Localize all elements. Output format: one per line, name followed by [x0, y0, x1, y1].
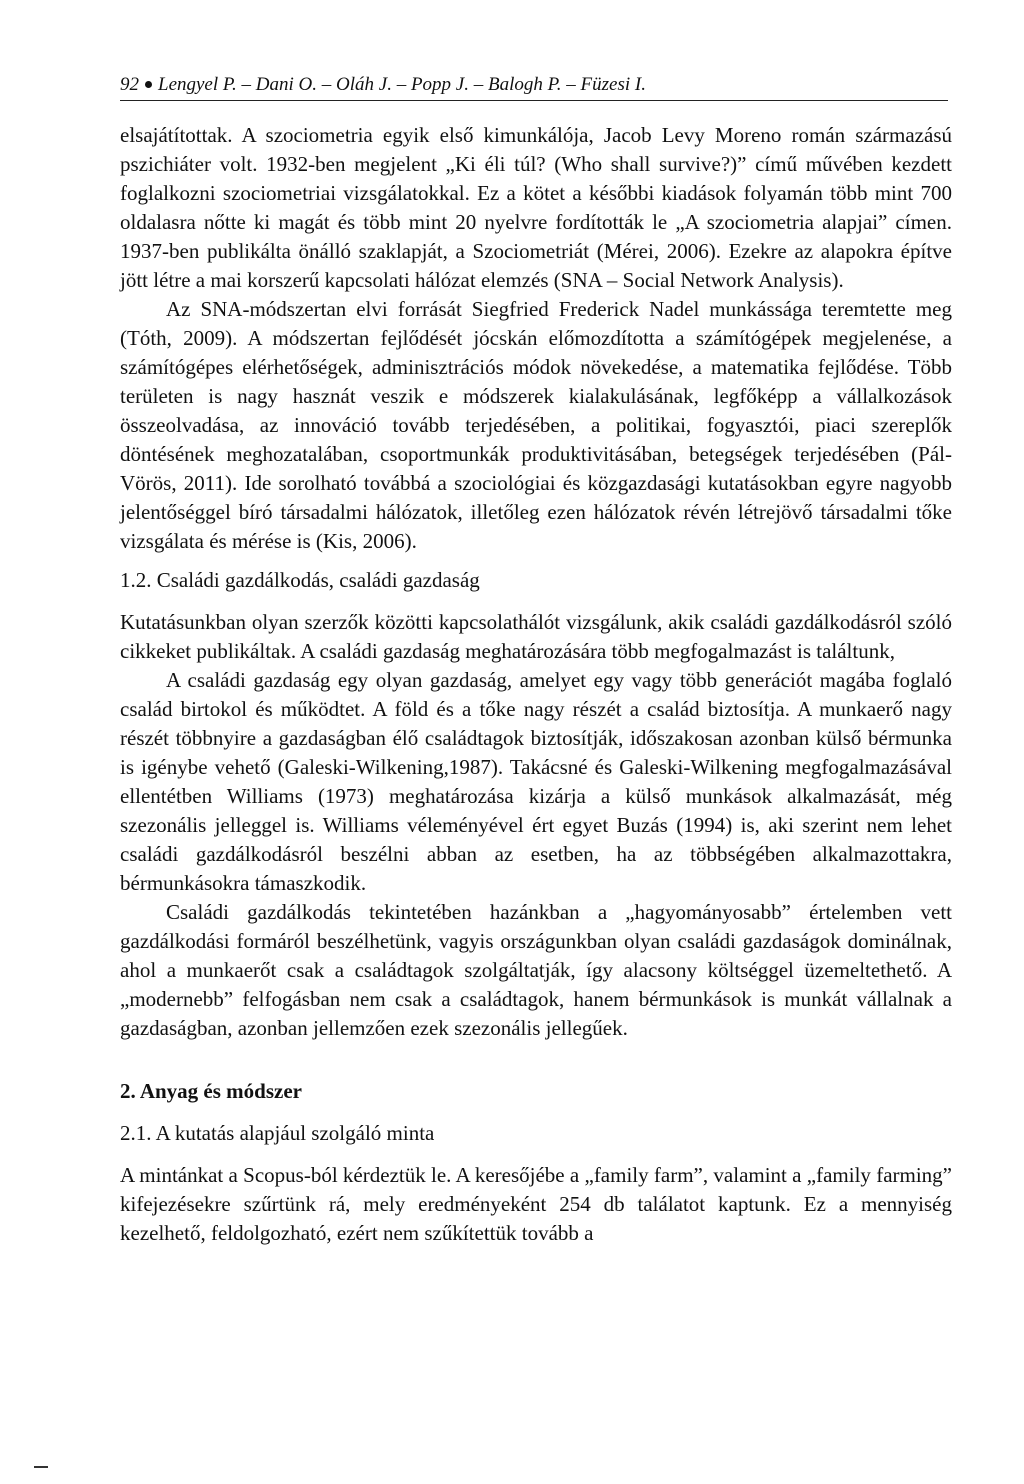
paragraph: elsajátítottak. A szociometria egyik első kimunkálója, Jacob Levy Moreno román származású pszichiáter volt. 1932-ben megjelent „Ki éli túl? (Who shall survive?)” című művében kezdett foglalkozni szociometriai vizsgálatokkal. Ez a kötet a későbbi kiadások folyamán több mint 700 oldalasra nőtte ki magát és több mint 20 nyelvre fordították le „A szociometria alapjai” címen. 1937-ben publikálta önálló szaklapját, a Szociometriát (Mérei, 2006). Ezekre az alapokra építve jött létre a mai korszerű kapcsolati hálózat elemzés (SNA – Social Network Analysis).	[120, 123, 952, 292]
subsection-heading-2-1: 2.1. A kutatás alapjául szolgáló minta	[120, 1121, 435, 1145]
body-text	[120, 121, 952, 1248]
running-header	[120, 72, 948, 101]
paragraph: A mintánkat a Scopus-ból kérdeztük le. A keresőjébe a „family farm”, valamint a „family farming” kifejezésekre szűrtünk rá, mely eredményeként 254 db találatot kaptunk. Ez a mennyiség kezelhető, feldolgozható, ezért nem szűkítettük tovább a	[120, 1163, 952, 1245]
subsection-heading-1-2: 1.2. Családi gazdálkodás, családi gazdaság	[120, 568, 480, 592]
page-number: 92	[120, 74, 139, 95]
paragraph: A családi gazdaság egy olyan gazdaság, amelyet egy vagy több generációt magába foglaló család birtokol és működtet. A föld és a tőke nagy részét a család biztosítja. A munkaerő nagy részét többnyire a gazdaságban élő családtagok biztosítják, időszakosan azonban külső bérmunka is igénybe vehető (Galeski-Wilkening,1987). Takácsné és Galeski-Wilkening megfogalmazásával ellentétben Williams (1973) meghatározása kizárja a külső munkások alkalmazását, még szezonális jelleggel is. Williams véleményével ért egyet Buzás (1994) is, aki szerint nem lehet családi gazdálkodásról beszélni abban az esetben, ha az többségében alkalmazottakra, bérmunkásokra támaszkodik.	[120, 668, 952, 895]
bullet-icon	[145, 81, 152, 88]
document-page	[120, 72, 952, 1248]
margin-mark	[34, 1466, 48, 1468]
paragraph: Az SNA-módszertan elvi forrását Siegfried Frederick Nadel munkássága teremtette meg (Tóth, 2009). A módszertan fejlődését jócskán előmozdította a számítógépek megjelenése, a számítógépes elérhetőségek, adminisztrációs módok növekedése, a matematika fejlődése. Több területen is nagy hasznát veszik e módszerek kialakulásának, legfőképp a vállalkozások összeolvadása, az innováció tovább terjedésében, a politikai, fogyasztói, piaci szereplők döntésének meghozatalában, csoportmunkák produktivitásában, betegségek terjedésében (Pál-Vörös, 2011). Ide sorolható továbbá a szociológiai és közgazdasági kutatásokban egyre nagyobb jelentőséggel bíró társadalmi hálózatok, illetőleg ezen hálózatok révén létrejövő társadalmi tőke vizsgálata és mérése is (Kis, 2006).	[120, 297, 952, 553]
paragraph: Kutatásunkban olyan szerzők közötti kapcsolathálót vizsgálunk, akik családi gazdálkodásról szóló cikkeket publikáltak. A családi gazdaság meghatározására több megfogalmazást is találtunk,	[120, 610, 952, 663]
paragraph: Családi gazdálkodás tekintetében hazánkban a „hagyományosabb” értelemben vett gazdálkodási formáról beszélhetünk, vagyis országunkban olyan családi gazdaságok dominálnak, ahol a munkaerőt csak a családtagok szolgáltatják, így alacsony költséggel üzemeltethető. A „modernebb” felfogásban nem csak a családtagok, hanem bérmunkások is munkát vállalnak a gazdaságban, azonban jellemzően ezek szezonális jellegűek.	[120, 900, 952, 1040]
section-heading-2: 2. Anyag és módszer	[120, 1079, 302, 1103]
header-authors: Lengyel P. – Dani O. – Oláh J. – Popp J. – Balogh P. – Füzesi I.	[158, 74, 646, 95]
